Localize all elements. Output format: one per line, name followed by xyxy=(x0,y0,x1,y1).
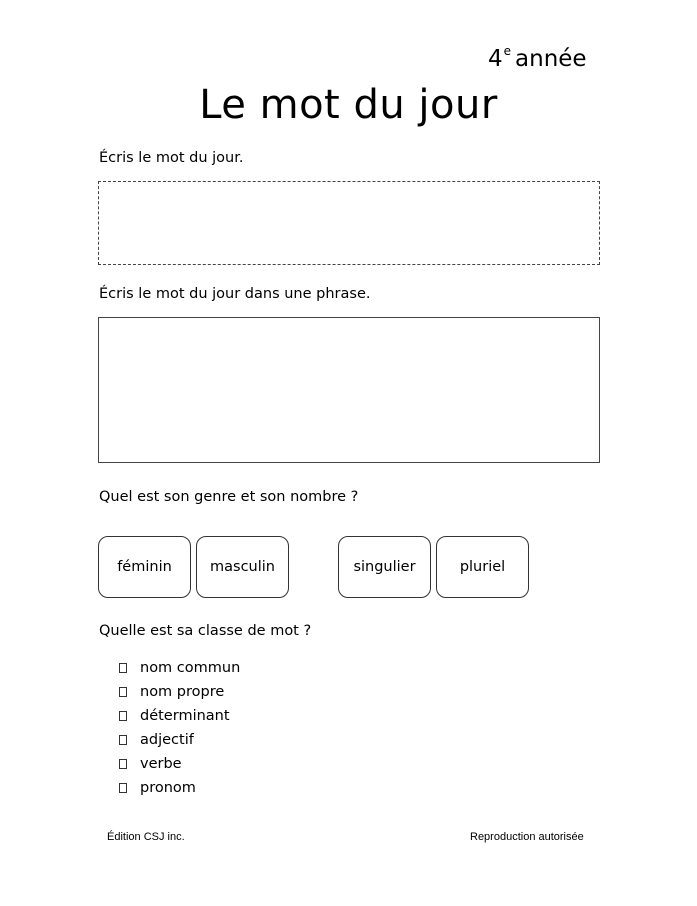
checkbox-icon[interactable] xyxy=(119,687,127,697)
word-class-item[interactable] xyxy=(119,680,240,704)
word-class-label-text: nom commun xyxy=(140,660,241,676)
footer-publisher: Édition CSJ inc. xyxy=(107,831,185,843)
word-class-item[interactable] xyxy=(119,656,240,680)
grade-number: 4 xyxy=(488,46,503,72)
sentence-answer-box[interactable] xyxy=(98,317,600,463)
word-class-item[interactable] xyxy=(119,728,240,752)
option-feminin[interactable]: féminin xyxy=(98,536,191,598)
option-singulier[interactable]: singulier xyxy=(338,536,431,598)
word-class-item[interactable] xyxy=(119,704,240,728)
page-title: Le mot du jour xyxy=(199,82,498,128)
option-masculin[interactable]: masculin xyxy=(196,536,289,598)
grade-suffix: e xyxy=(503,44,512,58)
word-class-label-text: adjectif xyxy=(140,732,194,748)
word-class-label-text: nom propre xyxy=(140,684,225,700)
footer-rights: Reproduction autorisée xyxy=(470,831,584,843)
checkbox-icon[interactable] xyxy=(119,783,127,793)
word-class-item[interactable] xyxy=(119,776,240,800)
word-class-item[interactable] xyxy=(119,752,240,776)
gender-number-label: Quel est son genre et son nombre ? xyxy=(99,489,359,505)
word-class-label-text: verbe xyxy=(140,756,182,772)
checkbox-icon[interactable] xyxy=(119,735,127,745)
checkbox-icon[interactable] xyxy=(119,711,127,721)
checkbox-icon[interactable] xyxy=(119,759,127,769)
write-sentence-label: Écris le mot du jour dans une phrase. xyxy=(99,286,371,302)
option-pluriel[interactable]: pluriel xyxy=(436,536,529,598)
write-word-label: Écris le mot du jour. xyxy=(99,150,244,166)
grade-level xyxy=(488,44,587,72)
word-class-label: Quelle est sa classe de mot ? xyxy=(99,623,312,639)
checkbox-icon[interactable] xyxy=(119,663,127,673)
word-answer-box[interactable] xyxy=(98,181,600,265)
word-class-label-text: pronom xyxy=(140,780,196,796)
word-class-list xyxy=(119,656,240,800)
grade-word: année xyxy=(515,46,587,72)
word-class-label-text: déterminant xyxy=(140,708,230,724)
